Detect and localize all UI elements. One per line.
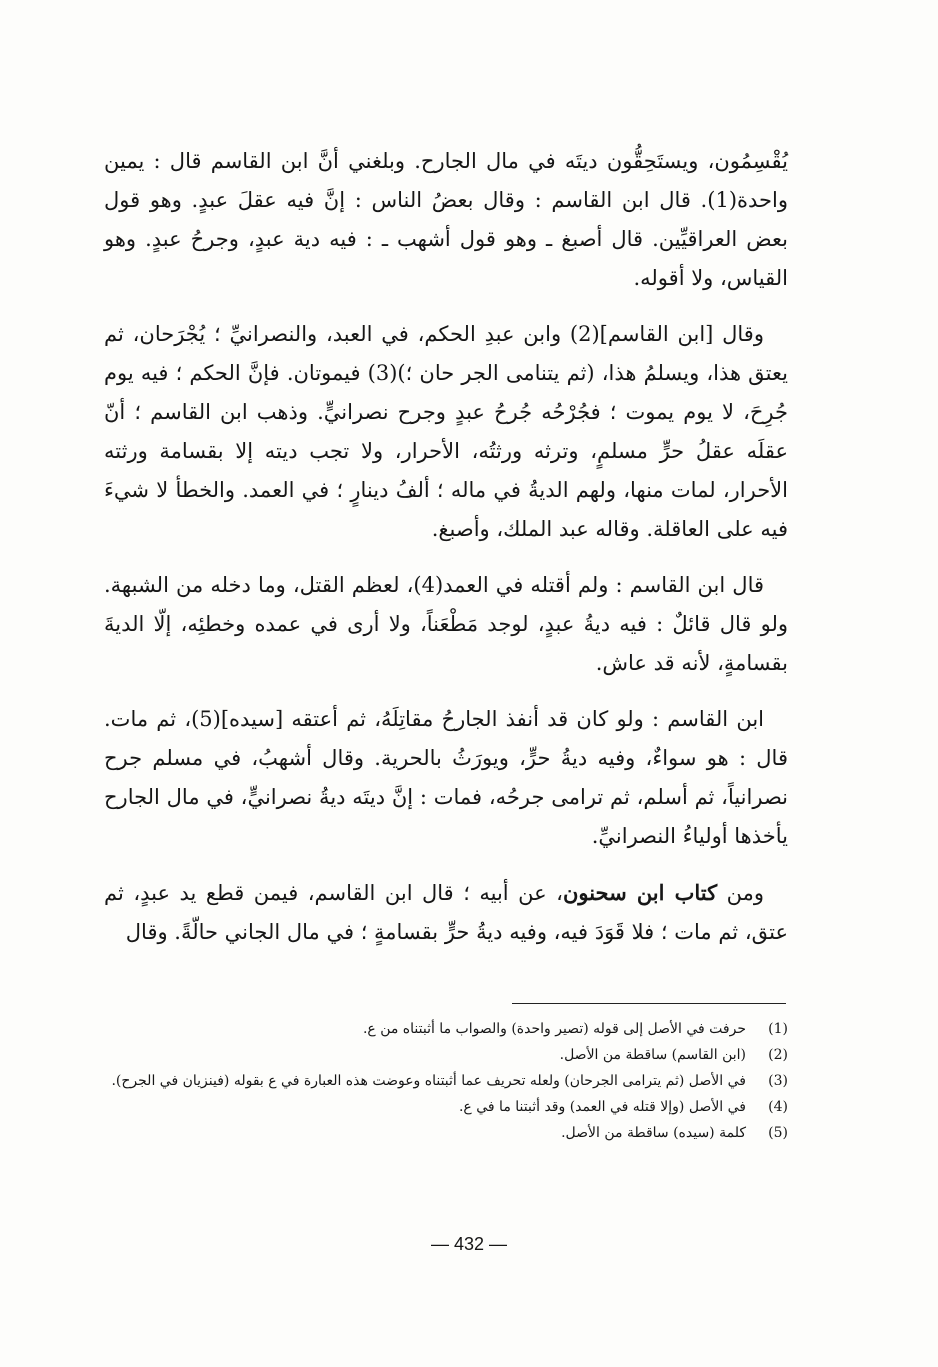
paragraph-3: قال ابن القاسم : ولم أقتله في العمد(4)، لعظم القتل، وما دخله من الشبهة. ولو قال قائلٌ : فيه ديةُ عبدٍ، لوجد مَطْعَناً، ولا أرى في عمده وخطئِه، إلّا الديةَ بقسامةٍ، لأنه قد عاش. <box>104 573 788 675</box>
footnote-1 <box>104 1018 788 1040</box>
footnote-text: كلمة (سيده) ساقطة من الأصل. <box>561 1125 746 1141</box>
footnote-number: (1) <box>768 1021 788 1037</box>
footnote-text: في الأصل (ثم يترامى الجرحان) ولعله تحريف عما أثبتناه وعوضت هذه العبارة في ع بقوله (فينزيان في الجرح). <box>111 1073 746 1089</box>
paragraph-4: ابن القاسم : ولو كان قد أنفذ الجارحُ مقاتِلَهُ، ثم أعتقه [سيده](5)، ثم مات. قال : هو سواءٌ، وفيه ديةُ حرٍّ، ويورَثُ بالحرية. وقال أشهبُ، في مسلم جرح نصرانياً، ثم أسلم، ثم ترامى جرحُه، فمات : إنَّ ديتَه ديةُ نصرانيٍّ، في مال الجارح يأخذها أولياءُ النصرانيِّ. <box>104 707 788 848</box>
footnote-3 <box>104 1070 788 1092</box>
footnotes <box>104 1018 788 1148</box>
paragraph-5-prefix: ومن <box>717 881 764 905</box>
footnote-2 <box>104 1044 788 1066</box>
page-number: — 432 — <box>430 1234 508 1254</box>
paragraph-2: وقال [ابن القاسم](2) وابن عبدِ الحكم، في العبد، والنصرانيِّ ؛ يُجْرَحان، ثم يعتق هذا، ويسلمُ هذا، (ثم يتنامى الجر حان ؛)(3) فيموتان. فإنَّ الحكم ؛ فيه يوم جُرِحَ، لا يوم يموت ؛ فجُرْحُه جُرحُ عبدٍ وجرح نصرانيٍّ. وذهب ابن القاسم ؛ أنّ عقلَه عقلُ حرٍّ مسلمٍ، وترثه ورثتُه، الأحرار، ولا تجب ديته إلا بقسامة ورثته الأحرار، لمات منها، ولهم الديةُ في ماله ؛ ألفُ دينارٍ ؛ في العمد. والخطأ لا شيءَ فيه على العاقلة. وقاله عبد الملك، وأصبغ. <box>104 322 788 541</box>
footnote-5 <box>104 1122 788 1144</box>
footnote-text: (ابن القاسم) ساقطة من الأصل. <box>559 1047 746 1063</box>
footnote-number: (5) <box>768 1125 788 1141</box>
bold-book-title: كتاب ابن سحنون <box>562 880 718 905</box>
main-text <box>104 142 788 969</box>
paragraph-1: يُقْسِمُون، ويستَحِقُّون ديتَه في مال الجارح. وبلغني أنَّ ابن القاسم قال : يمين واحدة(1). قال ابن القاسم : وقال بعضُ الناس : إنَّ فيه عقلَ عبدٍ. وهو قول بعض العراقيِّين. قال أصبغ ـ وهو قول أشهب ـ : فيه دية عبدٍ، وجرحُ عبدٍ. وهو القياس، ولا أقوله. <box>104 149 788 290</box>
paragraph-5 <box>104 873 788 952</box>
footnote-divider <box>512 1003 786 1004</box>
footnote-4 <box>104 1096 788 1118</box>
footnote-text: حرفت في الأصل إلى قوله (تصير واحدة) والصواب ما أثبتناه من ع. <box>362 1021 746 1037</box>
footnote-text: في الأصل (وإلا قتله في العمد) وقد أثبتنا ما في ع. <box>458 1099 746 1115</box>
footnote-number: (4) <box>768 1099 788 1115</box>
footnote-number: (2) <box>768 1047 788 1063</box>
footnote-number: (3) <box>768 1073 788 1089</box>
paragraph-5-rest: ، عن أبيه ؛ قال ابن القاسم، فيمن قطع يد عبدٍ، ثم عتق، ثم مات ؛ فلا قَوَدَ فيه، وفيه ديةُ حرٍّ بقسامةٍ ؛ في مال الجاني حالّةً. وقال <box>104 881 788 944</box>
